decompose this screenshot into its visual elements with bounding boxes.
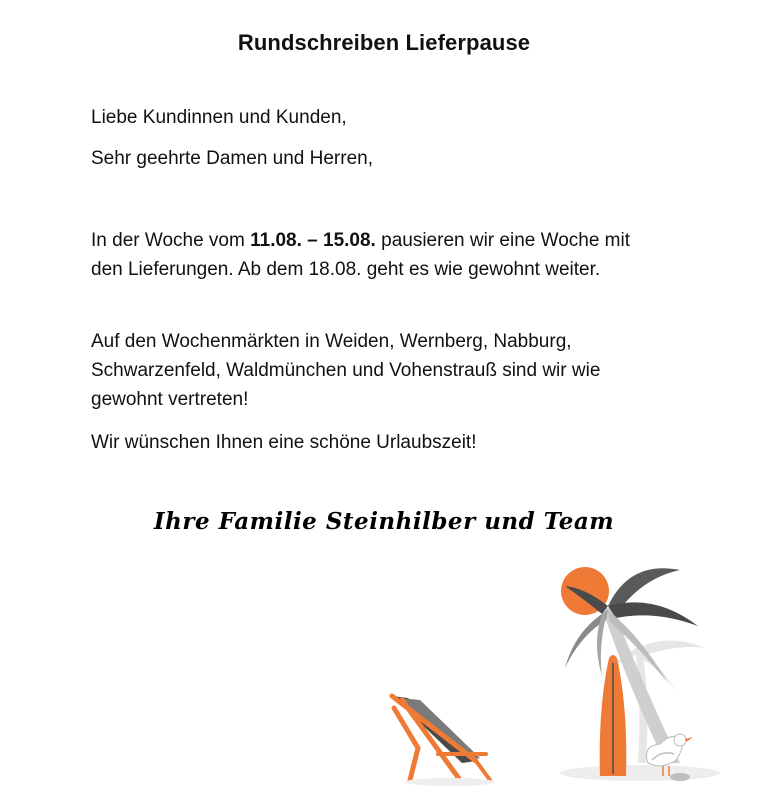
beach-illustration xyxy=(380,548,720,788)
salutation-formal: Sehr geehrte Damen und Herren, xyxy=(91,148,373,169)
signature: Ihre Familie Steinhilber und Team xyxy=(153,508,615,535)
paragraph-wishes: Wir wünschen Ihnen eine schöne Urlaubszeit! xyxy=(91,432,477,453)
paragraph-delivery-pause xyxy=(91,226,651,284)
page-title: Rundschreiben Lieferpause xyxy=(237,30,531,55)
ground-shadow xyxy=(560,765,720,781)
pause-dates: 11.08. – 15.08. xyxy=(250,230,376,251)
salutation-customers: Liebe Kundinnen und Kunden, xyxy=(91,107,347,128)
paragraph-delivery-pause-rest: pausieren wir eine Woche mit den Lieferungen. Ab dem 18.08. geht es wie gewohnt weiter. xyxy=(91,230,630,280)
surfboard-icon xyxy=(600,655,627,776)
paragraph-delivery-pause-intro: In der Woche vom xyxy=(91,230,251,251)
paragraph-markets: Auf den Wochenmärkten in Weiden, Wernberg, Nabburg, Schwarzenfeld, Waldmünchen und Vohenstrauß sind wir wie gewohnt vertreten! xyxy=(91,331,601,410)
deck-chair-icon xyxy=(392,696,495,786)
palm-tree-icon xyxy=(565,568,698,763)
